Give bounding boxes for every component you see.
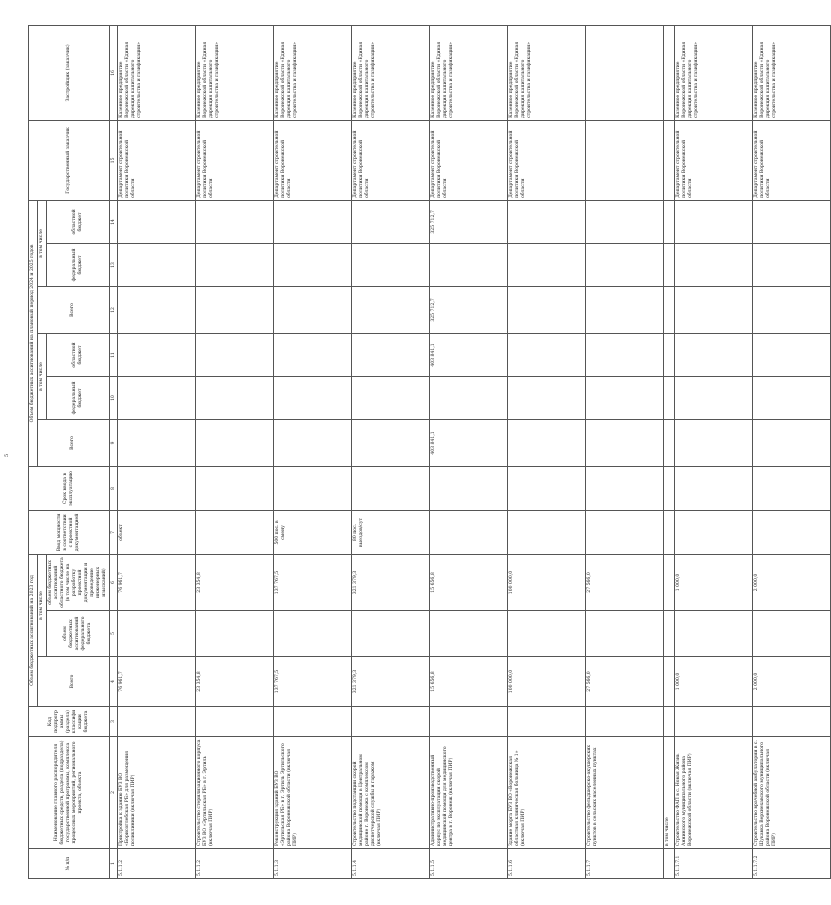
- cell-num: 5.1.1.7: [586, 849, 664, 879]
- cell-cap: [753, 510, 831, 554]
- cell-o24: 403 841,1: [430, 333, 508, 376]
- cell-term: [675, 466, 753, 510]
- cell-o25: [675, 200, 753, 243]
- hdr-2023: Объем бюджетных ассигнований на 2023 год: [29, 554, 38, 706]
- table-row: [352, 25, 430, 878]
- cell-dev: Казенное предприятие Воронежской области «Единая дирекция капитального строительства и газификации»: [274, 25, 352, 120]
- cell-fed: [675, 611, 753, 657]
- cell-fed: [352, 611, 430, 657]
- cell-dev: Казенное предприятие Воронежской области «Единая дирекция капитального строительства и газификации»: [430, 25, 508, 120]
- cell-cust: Департамент строительной политики Воронежской области: [430, 120, 508, 200]
- cell-name: Административно-производственный корпус по эксплуатации скорой медицинской помощи для медицинского центра в г. Воронеж (включая ПИР): [430, 737, 508, 849]
- cell-cap: 500 пос. в смену: [274, 510, 352, 554]
- column-number: 9: [109, 419, 118, 466]
- cell-cap: [675, 510, 753, 554]
- cell-name: Здание морга БУЗ ВО «Воронежская областная клиническая больница № 1» (включая ПИР): [508, 737, 586, 849]
- cell-obl: 2 000,0: [753, 554, 831, 610]
- cell-fed: [196, 611, 274, 657]
- column-number: 8: [109, 466, 118, 510]
- cell-term: [508, 466, 586, 510]
- section-row: [664, 25, 675, 878]
- cell-obl: 100 000,0: [508, 554, 586, 610]
- section-empty: [664, 286, 675, 333]
- hdr-developer: Застройщик (заказчик): [29, 25, 110, 120]
- cell-num: 5.1.1.2: [196, 849, 274, 879]
- cell-f25: [675, 243, 753, 286]
- cell-o24: [196, 333, 274, 376]
- hdr-customer: Государственный заказчик: [29, 120, 110, 200]
- column-number: 16: [109, 25, 118, 120]
- table-row: [196, 25, 274, 878]
- cell-term: [118, 466, 196, 510]
- cell-code: [586, 707, 664, 737]
- section-empty: [664, 120, 675, 200]
- cell-num: 5.1.1.3: [274, 849, 352, 879]
- cell-total: 23 354,8: [196, 657, 274, 707]
- hdr-plan: Объем бюджетных ассигнований на плановый период 2024 и 2025 годов: [29, 200, 38, 466]
- column-number: 2: [109, 737, 118, 849]
- cell-o25: [753, 200, 831, 243]
- hdr-capacity: Ввод мощности в соответствии с проектной документацией: [29, 510, 110, 554]
- column-number: 15: [109, 120, 118, 200]
- cell-term: [352, 466, 430, 510]
- column-number: 12: [109, 286, 118, 333]
- cell-o24: [118, 333, 196, 376]
- cell-term: [753, 466, 831, 510]
- cell-f25: [430, 243, 508, 286]
- section-empty: [664, 707, 675, 737]
- cell-o25: [586, 200, 664, 243]
- cell-fed: [753, 611, 831, 657]
- cell-dev: Казенное предприятие Воронежской области «Единая дирекция капитального строительства и газификации»: [352, 25, 430, 120]
- column-number: 3: [109, 707, 118, 737]
- hdr-2025-obl: областной бюджет: [46, 200, 109, 243]
- cell-f24: [196, 376, 274, 419]
- cell-f24: [352, 376, 430, 419]
- cell-t24: 403 841,1: [430, 419, 508, 466]
- cell-o24: [753, 333, 831, 376]
- hdr-2023-total: Всего: [37, 657, 109, 707]
- cell-o25: [274, 200, 352, 243]
- cell-f24: [753, 376, 831, 419]
- cell-obl: 137 767,5: [274, 554, 352, 610]
- cell-f24: [508, 376, 586, 419]
- cell-o24: [508, 333, 586, 376]
- cell-f25: [274, 243, 352, 286]
- cell-cap: [508, 510, 586, 554]
- cell-t25: [274, 286, 352, 333]
- cell-num: 5.1.1.4: [352, 849, 430, 879]
- cell-t24: [586, 419, 664, 466]
- hdr-2023-incl: в том числе: [37, 554, 46, 656]
- cell-cap: объект: [118, 510, 196, 554]
- section-empty: [664, 243, 675, 286]
- cell-t25: [753, 286, 831, 333]
- cell-obl: 321 379,3: [352, 554, 430, 610]
- cell-o25: [118, 200, 196, 243]
- section-empty: [664, 333, 675, 376]
- cell-code: [352, 707, 430, 737]
- cell-name: Строительство стерилизационного корпуса БУЗ ВО «Эртильская РБ» в г. Эртиль (включая ПИР): [196, 737, 274, 849]
- column-numbers-row: [109, 25, 118, 878]
- cell-cust: Департамент строительной политики Воронежской области: [118, 120, 196, 200]
- cell-num: 5.1.1.7.1: [675, 849, 753, 879]
- table-row: [586, 25, 664, 878]
- hdr-2024-fed: федеральный бюджет: [46, 376, 109, 419]
- column-number: 10: [109, 376, 118, 419]
- cell-num: 5.1.1.7.2: [753, 849, 831, 879]
- cell-total: 137 767,5: [274, 657, 352, 707]
- cell-obl: 15 656,8: [430, 554, 508, 610]
- cell-fed: [274, 611, 352, 657]
- hdr-term: Срок ввода в эксплуатацию: [29, 466, 110, 510]
- cell-f25: [118, 243, 196, 286]
- cell-code: [508, 707, 586, 737]
- cell-code: [675, 707, 753, 737]
- hdr-code: Код подпрограммы (раздела) классификации бюджета: [29, 707, 110, 737]
- section-empty: [664, 466, 675, 510]
- cell-f24: [675, 376, 753, 419]
- hdr-num: № п/п: [29, 849, 110, 879]
- header-row-1: [29, 25, 38, 878]
- cell-t25: [586, 286, 664, 333]
- cell-f25: [753, 243, 831, 286]
- cell-name: Строительство врачебной амбулатории в с. Шукавка Верхнехавского муниципального района Воронежской области (включая ПИР): [753, 737, 831, 849]
- cell-total: 15 656,8: [430, 657, 508, 707]
- column-number: 7: [109, 510, 118, 554]
- cell-t25: [508, 286, 586, 333]
- cell-cap: 80 пос. выездов/сут: [352, 510, 430, 554]
- cell-cust: Департамент строительной политики Воронежской области: [274, 120, 352, 200]
- cell-name: Пристройка к зданию БУЗ ВО «Борисоглебская РБ» для размещения поликлиники (включая ПИР): [118, 737, 196, 849]
- section-empty: [664, 554, 675, 610]
- cell-total: 321 379,3: [352, 657, 430, 707]
- hdr-2025-fed: федеральный бюджет: [46, 243, 109, 286]
- section-empty: [664, 611, 675, 657]
- cell-cust: Департамент строительной политики Воронежской области: [508, 120, 586, 200]
- cell-dev: Казенное предприятие Воронежской области «Единая дирекция капитального строительства и газификации»: [196, 25, 274, 120]
- cell-dev: Казенное предприятие Воронежской области «Единая дирекция капитального строительства и газификации»: [753, 25, 831, 120]
- cell-num: 5.1.1.2: [118, 849, 196, 879]
- column-number: 11: [109, 333, 118, 376]
- cell-fed: [586, 611, 664, 657]
- investment-table: [28, 25, 831, 879]
- cell-total: 2 000,0: [753, 657, 831, 707]
- section-empty: [664, 25, 675, 120]
- cell-code: [274, 707, 352, 737]
- hdr-2023-fed: объем бюджетных ассигнований федерального бюджета: [46, 611, 109, 657]
- hdr-2024-obl: областной бюджет: [46, 333, 109, 376]
- column-number: 4: [109, 657, 118, 707]
- cell-o25: [196, 200, 274, 243]
- cell-o24: [675, 333, 753, 376]
- column-number: 14: [109, 200, 118, 243]
- cell-obl: 1 000,0: [675, 554, 753, 610]
- hdr-name: Наименование главного распорядителя бюджетных средств, раздела (подраздела) государственной программы, комплекса процессных мероприятий, регионального проекта, объекта: [29, 737, 110, 849]
- cell-cust: Департамент строительной политики Воронежской области: [352, 120, 430, 200]
- cell-total: 76 961,7: [118, 657, 196, 707]
- column-number: 1: [109, 849, 118, 879]
- cell-total: 100 000,0: [508, 657, 586, 707]
- cell-o25: 325 712,7: [430, 200, 508, 243]
- cell-cust: Департамент строительной политики Воронежской области: [196, 120, 274, 200]
- cell-term: [274, 466, 352, 510]
- cell-f24: [586, 376, 664, 419]
- section-empty: [664, 376, 675, 419]
- column-number: 6: [109, 554, 118, 610]
- cell-num: 5.1.1.5: [430, 849, 508, 879]
- section-empty: [664, 849, 675, 879]
- table-row: [508, 25, 586, 878]
- cell-code: [753, 707, 831, 737]
- table-row: [430, 25, 508, 878]
- cell-o24: [274, 333, 352, 376]
- column-number: 13: [109, 243, 118, 286]
- cell-term: [586, 466, 664, 510]
- cell-fed: [118, 611, 196, 657]
- cell-num: 5.1.1.6: [508, 849, 586, 879]
- section-empty: [664, 200, 675, 243]
- cell-obl: 76 961,7: [118, 554, 196, 610]
- cell-cust: Департамент строительной политики Воронежской области: [753, 120, 831, 200]
- cell-t25: [196, 286, 274, 333]
- cell-cust: [586, 120, 664, 200]
- table-row: [118, 25, 196, 878]
- cell-total: 27 566,0: [586, 657, 664, 707]
- hdr-2024-total: Всего: [37, 419, 109, 466]
- cell-obl: 27 566,0: [586, 554, 664, 610]
- cell-t24: [196, 419, 274, 466]
- hdr-2024-incl: в том числе: [37, 333, 46, 419]
- cell-o24: [352, 333, 430, 376]
- section-empty: [664, 657, 675, 707]
- cell-o24: [586, 333, 664, 376]
- cell-f24: [430, 376, 508, 419]
- cell-fed: [508, 611, 586, 657]
- cell-t25: 325 712,7: [430, 286, 508, 333]
- column-number: 5: [109, 611, 118, 657]
- cell-t24: [274, 419, 352, 466]
- cell-fed: [430, 611, 508, 657]
- cell-dev: Казенное предприятие Воронежской области «Единая дирекция капитального строительства и газификации»: [118, 25, 196, 120]
- cell-f25: [352, 243, 430, 286]
- cell-f25: [196, 243, 274, 286]
- hdr-2025-incl: в том числе: [37, 200, 46, 286]
- cell-o25: [508, 200, 586, 243]
- cell-code: [196, 707, 274, 737]
- cell-name: Строительство ФАП в с. Новая Жизнь Аннинского муниципального района Воронежской области (включая ПИР): [675, 737, 753, 849]
- cell-term: [196, 466, 274, 510]
- cell-cust: Департамент строительной политики Воронежской области: [675, 120, 753, 200]
- cell-t25: [675, 286, 753, 333]
- table-row: [753, 25, 831, 878]
- cell-t24: [675, 419, 753, 466]
- hdr-2023-obl: объем бюджетных ассигнований областного бюджета (в том числе на разработку проектной документации и проведение инженерных изысканий): [46, 554, 109, 610]
- cell-f25: [586, 243, 664, 286]
- cell-name: Строительство подстанции скорой медицинской помощи в Центральном районе г. Воронежа с комплексом диспетчерской службы и гаражом (включая ПИР): [352, 737, 430, 849]
- hdr-2025-total: Всего: [37, 286, 109, 333]
- cell-t24: [118, 419, 196, 466]
- cell-t25: [352, 286, 430, 333]
- cell-cap: [196, 510, 274, 554]
- cell-code: [430, 707, 508, 737]
- cell-total: 1 000,0: [675, 657, 753, 707]
- cell-code: [118, 707, 196, 737]
- cell-f24: [274, 376, 352, 419]
- cell-term: [430, 466, 508, 510]
- cell-cap: [430, 510, 508, 554]
- cell-cap: [586, 510, 664, 554]
- section-empty: [664, 419, 675, 466]
- cell-t24: [753, 419, 831, 466]
- cell-name: Строительство фельдшерско-акушерских пунктов в сельских населенных пунктах: [586, 737, 664, 849]
- cell-t24: [352, 419, 430, 466]
- cell-f24: [118, 376, 196, 419]
- cell-t25: [118, 286, 196, 333]
- cell-f25: [508, 243, 586, 286]
- cell-name: Реконструкция зданий БУЗ ВО «Эртильская РБ» в г. Эртиль Эртильского района Воронежской области (включая ПИР): [274, 737, 352, 849]
- table-row: [675, 25, 753, 878]
- cell-dev: Казенное предприятие Воронежской области «Единая дирекция капитального строительства и газификации»: [675, 25, 753, 120]
- cell-obl: 23 354,8: [196, 554, 274, 610]
- cell-o25: [352, 200, 430, 243]
- table-row: [274, 25, 352, 878]
- section-empty: [664, 510, 675, 554]
- page-number: 5: [4, 453, 10, 457]
- cell-dev: [586, 25, 664, 120]
- section-label: в том числе: [664, 737, 675, 849]
- cell-dev: Казенное предприятие Воронежской области «Единая дирекция капитального строительства и газификации»: [508, 25, 586, 120]
- cell-t24: [508, 419, 586, 466]
